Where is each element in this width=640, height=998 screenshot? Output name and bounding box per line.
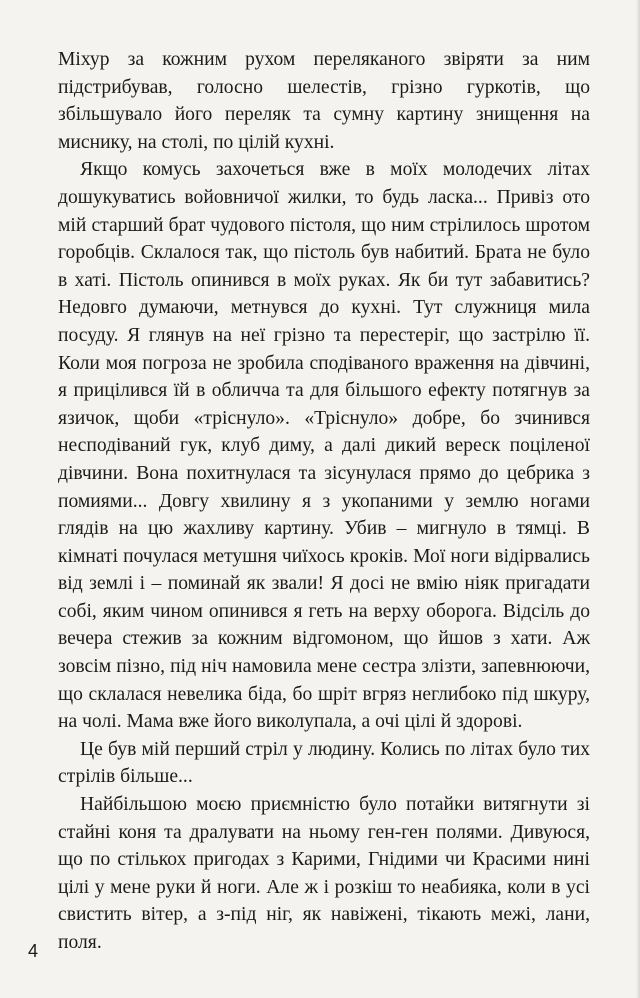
body-text [58, 46, 590, 957]
paragraph-3: Це був мій перший стріл у людину. Колись по літах було тих стрілів більше... [58, 738, 590, 788]
page-edge-shadow [636, 0, 640, 998]
page-number: 4 [28, 941, 39, 961]
paragraph-4: Найбільшою моєю приємністю було потайки витягнути зі стайні коня та дралувати на ньому ген-ген полями. Дивуюся, що по стількох пригодах з Карими, Гнідими чи Красими нині цілі у мене руки й ноги. Але ж і розкіш то неабияка, коли в усі свистить вітер, а з-під ніг, як навіжені, тікають межі, лани, поля. [58, 794, 590, 953]
paragraph-2: Якщо комусь захочеться вже в моїх молодечих літах дошукуватись войовничої жилки, то будь ласка... Привіз ото мій старший брат чудового пістоля, що ним стрілилось шротом горобців. Склалося так, що пістоль був набитий. Брата не було в хаті. Пістоль опинився в моїх руках. Як би тут забавитись? Недовго думаючи, метнувся до кухні. Тут служниця мила посуду. Я глянув на неї грізно та перестеріг, що застрілю її. Коли моя погроза не зробила сподіваного враження на дівчині, я прицілився їй в обличча та для більшого ефекту потягнув за язичок, щоби «тріснуло». «Тріснуло» добре, бо зчинився несподіваний гук, клуб диму, а далі дикий вереск поціленої дівчини. Вона похитнулася та зісунулася прямо до цебрика з помиями... Довгу хвилину я з укопаними у землю ногами глядів на цю жахливу картину. Убив – мигнуло в тямці. В кімнаті почулася метушня чиїхось кроків. Мої ноги відірвались від землі і – поминай як звали! Я досі не вмію ніяк пригадати собі, яким чином опинився я геть на верху оборога. Відсіль до вечера стежив за кожним відгомоном, що йшов з хати. Аж зовсім пізно, під ніч намовила мене сестра злізти, запевнюючи, що склалася невелика біда, бо шріт вгряз неглибоко під шкуру, на чолі. Мама вже його виколупала, а очі цілі й здорові. [58, 159, 590, 733]
paragraph-1: Міхур за кожним рухом переляканого звіряти за ним підстрибував, голосно шелестів, грізно гуркотів, що збільшувало його переляк та сумну картину знищення на миснику, на столі, по цілій кухні. [58, 49, 590, 153]
